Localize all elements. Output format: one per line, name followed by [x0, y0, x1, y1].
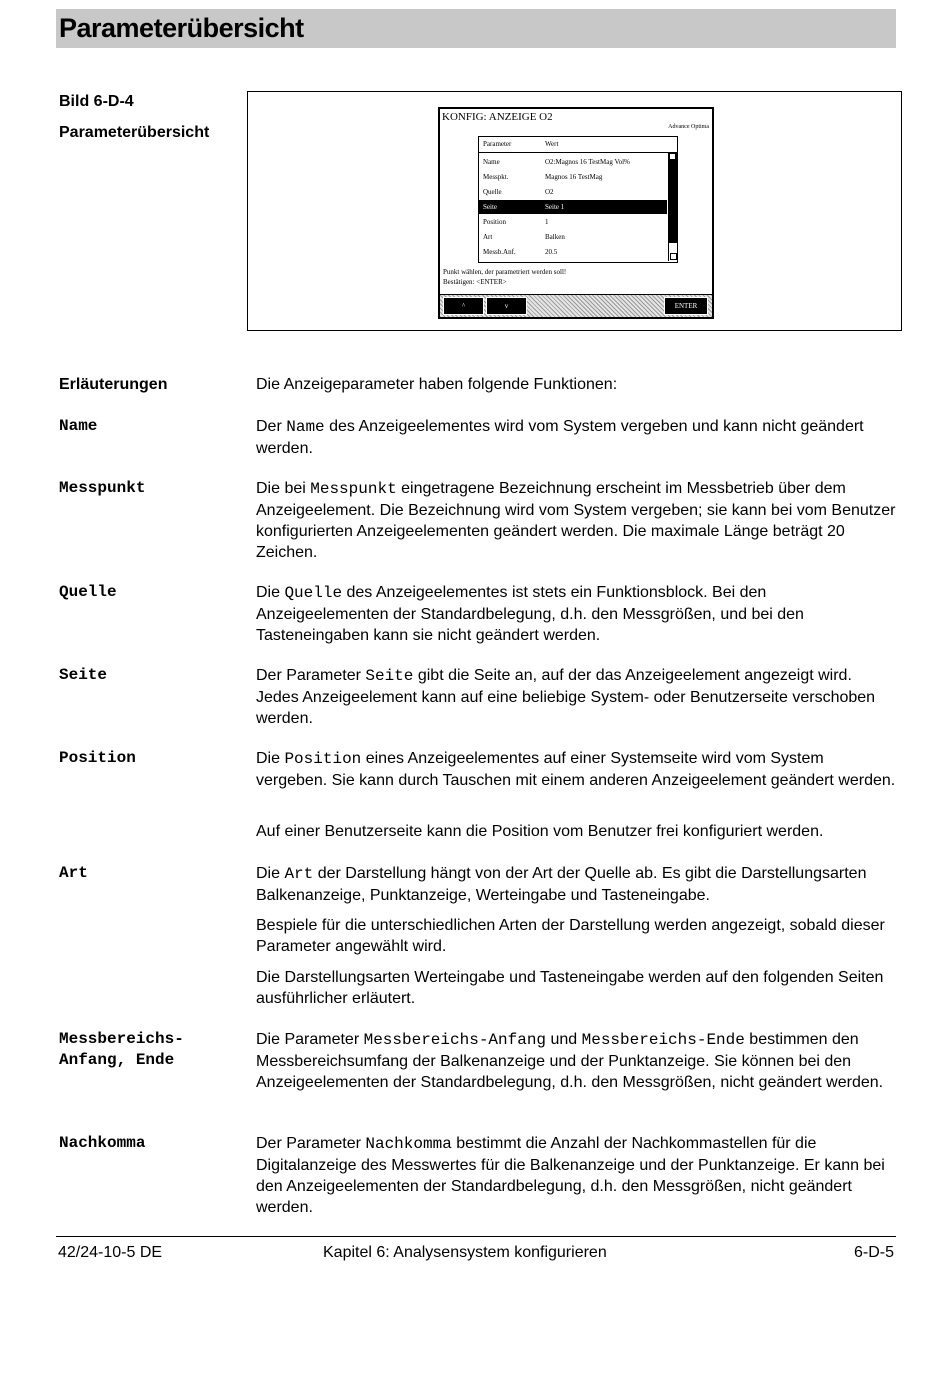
term-seite: Seite	[59, 666, 108, 684]
desc-nachkomma	[256, 1133, 898, 1218]
explanations-intro: Die Anzeigeparameter haben folgende Funktionen:	[256, 376, 618, 393]
row-value: Magnos 16 TestMag	[545, 173, 603, 181]
desc-position	[256, 748, 898, 791]
term-messbereich	[59, 1029, 184, 1071]
desc-position-extra: Auf einer Benutzerseite kann die Position vom Benutzer frei konfiguriert werden.	[256, 823, 824, 840]
table-row[interactable]	[479, 215, 667, 229]
desc-text: des Anzeigeelementes wird vom System vergeben und kann nicht geändert werden.	[256, 418, 864, 457]
desc-text: Der	[256, 418, 287, 435]
message-line: Bestätigen: <ENTER>	[443, 278, 507, 286]
desc-text: bestimmen den Messbereichsumfang der Balkenanzeige und der Punktanzeige. Sie können bei den Anzeigeelementen der Standardbelegung, d.h. den Messgrößen, nicht geändert werden.	[256, 1031, 884, 1091]
desc-messbereich	[256, 1029, 898, 1093]
scrollbar-thumb[interactable]	[669, 153, 677, 243]
table-row[interactable]	[479, 230, 667, 244]
desc-text: und	[546, 1031, 582, 1048]
device-screenshot	[438, 107, 714, 319]
desc-code: Messbereichs-Ende	[581, 1031, 745, 1049]
desc-code: Art	[284, 865, 314, 883]
screen-message	[443, 267, 566, 287]
term-nachkomma: Nachkomma	[59, 1134, 146, 1152]
desc-seite	[256, 665, 898, 729]
desc-code: Quelle	[284, 584, 343, 602]
row-param: Messb.Anf.	[483, 248, 516, 256]
row-value: Seite 1	[545, 203, 565, 211]
down-button[interactable]: v	[486, 297, 527, 315]
table-row[interactable]	[479, 185, 667, 199]
term-position: Position	[59, 749, 136, 767]
term-messpunkt: Messpunkt	[59, 479, 146, 497]
row-value: 1	[545, 218, 549, 226]
desc-code: Position	[284, 750, 362, 768]
message-line: Punkt wählen, der parametriert werden soll!	[443, 268, 567, 276]
term-line: Anfang, Ende	[59, 1051, 175, 1069]
figure-caption	[59, 92, 209, 154]
explanations-heading: Erläuterungen	[59, 376, 168, 393]
figure-frame	[247, 91, 902, 331]
desc-text: Die Parameter	[256, 1031, 364, 1048]
row-param: Position	[483, 218, 506, 226]
enter-button[interactable]: ENTER	[664, 297, 708, 315]
footer-doc-number: 42/24-10-5 DE	[58, 1244, 163, 1261]
column-header-value: Wert	[545, 140, 559, 148]
row-value: O2:Magnos 16 TestMag Vol%	[545, 158, 630, 166]
footer-chapter: Kapitel 6: Analysensystem konfigurieren	[323, 1244, 607, 1261]
term-art: Art	[59, 864, 88, 882]
row-param: Seite	[483, 203, 497, 211]
table-header	[479, 137, 677, 153]
column-header-parameter: Parameter	[483, 140, 512, 148]
figure-label: Bild 6-D-4	[59, 93, 134, 110]
desc-messpunkt	[256, 478, 898, 563]
parameter-table	[478, 136, 678, 263]
desc-text: Die bei	[256, 480, 311, 497]
desc-text: des Anzeigeelementes ist stets ein Funktionsblock. Bei den Anzeigeelementen der Standardbelegung, d.h. den Messgrößen, und bei den Tasteneingaben kann sie nicht geändert werden.	[256, 584, 804, 644]
scroll-up-icon[interactable]	[670, 154, 675, 159]
softkey-bar	[440, 294, 712, 317]
table-row[interactable]	[479, 170, 667, 184]
row-param: Messpkt.	[483, 173, 509, 181]
desc-art	[256, 863, 898, 906]
desc-text: Der Parameter	[256, 667, 366, 684]
row-param: Art	[483, 233, 493, 241]
desc-name	[256, 416, 898, 459]
desc-text: Die	[256, 865, 285, 882]
row-value: Balken	[545, 233, 565, 241]
desc-text: eingetragene Bezeichnung erscheint im Messbetrieb über dem Anzeigeelement. Die Bezeichnung wird vom System vergeben; sie kann bei vom Benutzer konfigurierten Anzeigeelementen geändert werden. Die maximale Länge beträgt 20 Zeichen.	[256, 480, 896, 561]
desc-art-extra1: Bespiele für die unterschiedlichen Arten der Darstellung werden angezeigt, sobald dieser Parameter angewählt wird.	[256, 917, 885, 955]
scroll-down-icon[interactable]	[670, 253, 677, 260]
row-value: 20.5	[545, 248, 558, 256]
row-param: Quelle	[483, 188, 502, 196]
desc-code: Seite	[365, 667, 414, 685]
desc-code: Nachkomma	[365, 1135, 452, 1153]
desc-code: Name	[286, 418, 325, 436]
header-bar	[56, 9, 896, 48]
table-row[interactable]	[479, 245, 667, 259]
desc-text: Die	[256, 584, 285, 601]
table-row-selected[interactable]	[479, 200, 667, 214]
figure-caption-text: Parameterübersicht	[59, 124, 210, 141]
desc-code: Messpunkt	[310, 480, 397, 498]
desc-code: Messbereichs-Anfang	[363, 1031, 547, 1049]
row-param: Name	[483, 158, 500, 166]
desc-text: Die	[256, 750, 285, 767]
desc-art-extra2: Die Darstellungsarten Werteingabe und Tasteneingabe werden auf den folgenden Seiten ausführlicher erläutert.	[256, 969, 884, 1007]
screen-title: KONFIG: ANZEIGE O2	[442, 111, 553, 123]
up-button[interactable]: ^	[443, 297, 484, 315]
screen-options-label: Advance Optima	[668, 124, 709, 130]
page-title: Parameterübersicht	[59, 13, 304, 43]
desc-text: bestimmt die Anzahl der Nachkommastellen für die Digitalanzeige des Messwertes für die Balkenanzeige und der Punktanzeige. Er kann bei den Anzeigeelementen der Standardbelegung, d.h. den Messgrößen, nicht geändert werden.	[256, 1135, 885, 1216]
footer-page-number: 6-D-5	[853, 1244, 894, 1261]
term-name: Name	[59, 417, 98, 435]
footer-divider	[56, 1236, 896, 1237]
desc-quelle	[256, 582, 898, 646]
desc-text: Der Parameter	[256, 1135, 366, 1152]
term-line: Messbereichs-	[59, 1030, 184, 1048]
table-row[interactable]	[479, 155, 667, 169]
term-quelle: Quelle	[59, 583, 117, 601]
desc-text: eines Anzeigeelementes auf einer Systemseite wird vom System vergeben. Sie kann durch Tauschen mit einem anderen Anzeigeelement geändert werden.	[256, 750, 896, 789]
row-value: O2	[545, 188, 554, 196]
desc-text: der Darstellung hängt von der Art der Quelle ab. Es gibt die Darstellungsarten Balkenanzeige, Punktanzeige, Werteingabe und Tasteneingabe.	[256, 865, 867, 904]
table-scrollbar[interactable]	[668, 153, 677, 261]
desc-text: gibt die Seite an, auf der das Anzeigeelement angezeigt wird. Jedes Anzeigeelement kann auf eine beliebige System- oder Benutzerseite verschoben werden.	[256, 667, 876, 727]
